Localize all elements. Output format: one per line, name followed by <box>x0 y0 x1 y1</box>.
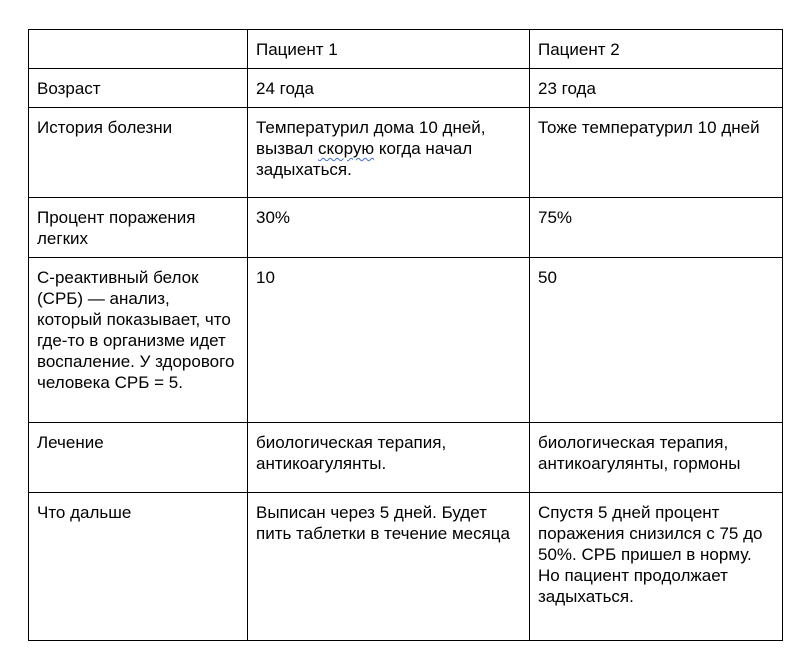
table-row-history <box>29 108 783 198</box>
patient-comparison-table <box>28 29 783 641</box>
table-row-treatment <box>29 423 783 493</box>
history-patient-1-text-end: когда начал задыхаться. <box>256 139 473 179</box>
table-row-age <box>29 69 783 108</box>
header-empty-cell <box>29 30 248 69</box>
next-steps-patient-1: Выписан через 5 дней. Будет пить таблетки в течение месяца <box>248 493 530 641</box>
next-steps-patient-2 <box>530 493 783 641</box>
row-label-crp: С-реактивный белок (СРБ) — анализ, который показывает, что где-то в организме идет воспаление. У здорового человека СРБ = 5. <box>29 258 248 423</box>
table-row-crp <box>29 258 783 423</box>
header-row <box>29 30 783 69</box>
header-patient-2: Пациент 2 <box>530 30 783 69</box>
spellcheck-marked-word: скорую <box>317 139 375 158</box>
treatment-patient-1: биологическая терапия, антикоагулянты. <box>248 423 530 493</box>
row-label-history: История болезни <box>29 108 248 198</box>
crp-patient-2: 50 <box>530 258 783 423</box>
next-steps-patient-2-line-2: Но пациент продолжает задыхаться. <box>538 566 728 606</box>
row-label-next-steps: Что дальше <box>29 493 248 641</box>
lung-damage-patient-2: 75% <box>530 198 783 258</box>
table-row-lung-damage <box>29 198 783 258</box>
age-patient-1: 24 года <box>248 69 530 108</box>
row-label-age: Возраст <box>29 69 248 108</box>
age-patient-2: 23 года <box>530 69 783 108</box>
row-label-treatment: Лечение <box>29 423 248 493</box>
header-patient-1: Пациент 1 <box>248 30 530 69</box>
history-patient-2: Тоже температурил 10 дней <box>530 108 783 198</box>
history-patient-1 <box>248 108 530 198</box>
history-patient-1-text-start: Температурил дома 10 дней, вызвал <box>256 118 486 158</box>
treatment-patient-2: биологическая терапия, антикоагулянты, гормоны <box>530 423 783 493</box>
table-row-next-steps <box>29 493 783 641</box>
row-label-lung-damage: Процент поражения легких <box>29 198 248 258</box>
lung-damage-patient-1: 30% <box>248 198 530 258</box>
next-steps-patient-2-line-1: Спустя 5 дней процент поражения снизился с 75 до 50%. СРБ пришел в норму. <box>538 503 763 564</box>
crp-patient-1: 10 <box>248 258 530 423</box>
